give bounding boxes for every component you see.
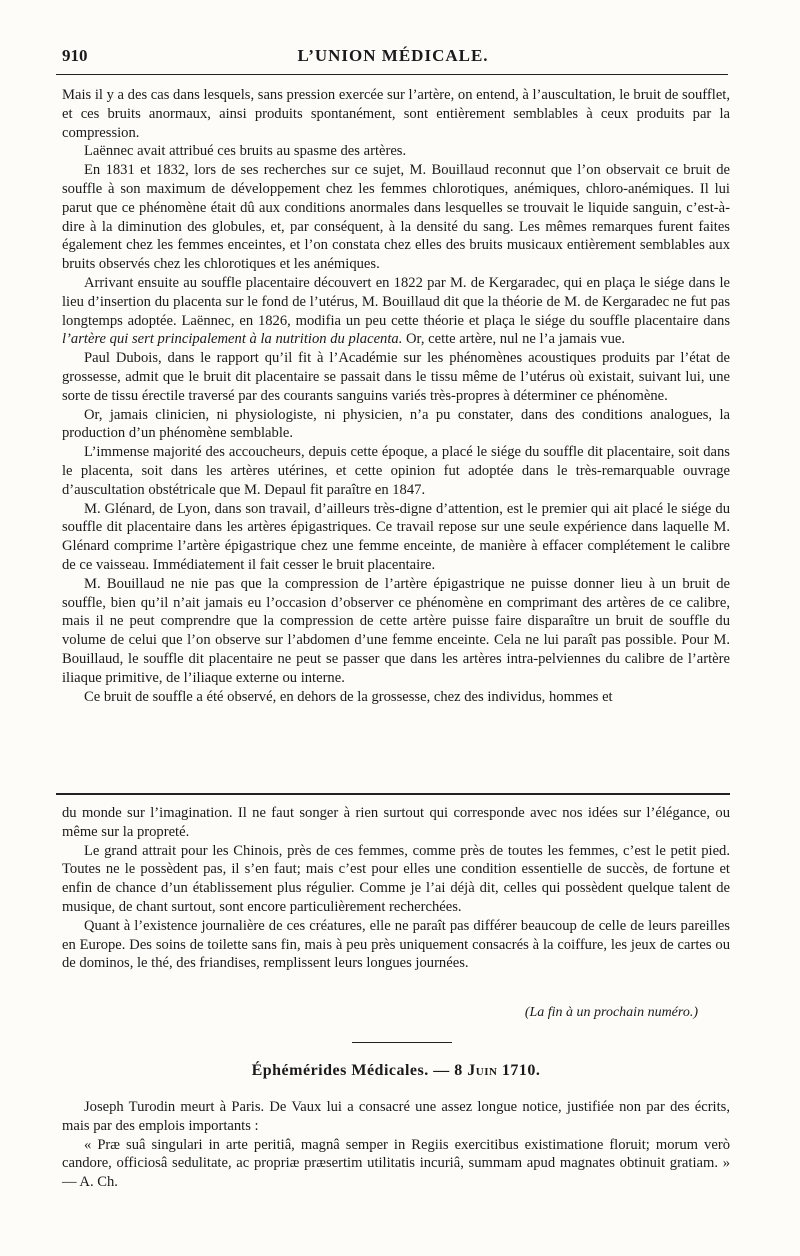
placenta-italic-quote: l’artère qui sert principalement à la nutrition du placenta. — [62, 331, 403, 348]
feuilleton-signoff: (La fin à un prochain numéro.) — [524, 1005, 698, 1020]
feuilleton-paragraph-2: Le grand attrait pour les Chinois, près de ces femmes, comme près de toutes les femmes, c’est le petit pied. Toutes ne le possèdent pas, il s’en faut; mais c’est pour elles une condition essentielle de succès, de fortune et enfin de chance d’un établissement plus régulier. Comme je l’ai déjà dit, celles qui possèdent quelque talent de musique, de chant surtout, sont encore particulièrement recherchées. — [62, 842, 730, 915]
ephemerides-heading — [62, 1062, 730, 1080]
article-paragraph-2: Laënnec avait attribué ces bruits au spasme des artères. — [84, 143, 407, 160]
feuilleton-paragraph-3: Quant à l’existence journalière de ces créatures, elle ne paraît pas différer beaucoup de celle de leurs pareilles en Europe. Des soins de toilette sans fin, mais à peu près uniquement consacrés à la coiffure, les jeux de cartes ou de dominos, le thé, des friandises, remplissent leurs longues journées. — [62, 917, 730, 972]
article-paragraph-last: Ce bruit de souffle a été observé, en dehors de la grossesse, chez des individus, hommes et — [84, 688, 613, 705]
ephemerides-paragraph: Joseph Turodin meurt à Paris. De Vaux lui a consacré une assez longue notice, justifiée non par des écrits, mais par des emplois importants : — [62, 1099, 730, 1134]
feuilleton-paragraph-1: du monde sur l’imagination. Il ne faut songer à rien surtout qui corresponde avec nos idées sur l’élégance, ou même sur la propreté. — [62, 805, 730, 840]
section-separator-rule — [352, 1042, 452, 1043]
running-title: L’UNION MÉDICALE. — [297, 46, 489, 65]
article-paragraph-placenta — [62, 274, 730, 349]
page-header — [58, 44, 728, 74]
ephemerides-title: Éphémérides Médicales. — [251, 1062, 429, 1079]
placenta-text-before: Arrivant ensuite au souffle placentaire découvert en 1822 par M. de Kergaradec, qui en plaça le siége dans le lieu d’insertion du placenta sur le fond de l’utérus, M. Bouillaud dit que la théorie de M. de Kergaradec ne fut pas longtemps adoptée. Laënnec, en 1826, modifia un peu cette théorie et plaça le siége du souffle placentaire dans — [62, 274, 730, 329]
page-number: 910 — [62, 46, 88, 65]
article-paragraph-clinicien: Or, jamais clinicien, ni physiologiste, ni physicien, n’a pu constater, dans des conditions analogues, la production d’un phénomène semblable. — [62, 406, 730, 442]
placenta-text-after: Or, cette artère, nul ne l’a jamais vue. — [402, 331, 626, 348]
article-paragraph-glenard: M. Glénard, de Lyon, dans son travail, d’ailleurs très-digne d’attention, est le premier qui ait placé le siége du souffle dit placentaire dans les artères épigastriques. Ce travail repose sur une seule expérience dans laquelle M. Glénard comprime l’artère épigastrique chez une femme enceinte, de manière à effacer complétement le calibre de ce vaisseau. Immédiatement il fait cesser le bruit placentaire. — [62, 500, 730, 573]
feuilleton-rule — [56, 793, 730, 795]
ephemerides-date: 8 Juin 1710. — [454, 1062, 541, 1079]
article-paragraph-dubois: Paul Dubois, dans le rapport qu’il fit à l’Académie sur les phénomènes acoustiques produits par l’état de grossesse, admit que le bruit dit placentaire se passait dans le tissu même de l’utérus où existait, suivant lui, une sorte de tissu érectile traversé par des courants sanguins variés très-propres à déterminer ce phénomène. — [62, 350, 730, 404]
ephemerides-latin-quote: « Præ suâ singulari in arte peritiâ, magnâ semper in Regiis exercitibus existimatione floruit; morum verò candore, officiosâ sedulitate, ac propriæ præsertim utilitatis incuriâ, summam apud magnates obtinuit gratiam. » — A. Ch. — [62, 1136, 730, 1191]
feuilleton-body — [62, 804, 730, 973]
ephemerides-separator: — — [428, 1062, 455, 1079]
article-paragraph-accoucheurs: L’immense majorité des accoucheurs, depuis cette époque, a placé le siége du souffle dit placentaire, soit dans le placenta, soit dans les artères utérines, et cette opinion fut adoptée dans le très-remarquable ouvrage d’auscultation obstétricale que M. Depaul fit paraître en 1847. — [62, 444, 730, 498]
header-rule — [56, 74, 728, 75]
article-paragraph-1: Mais il y a des cas dans lesquels, sans pression exercée sur l’artère, on entend, à l’auscultation, le bruit de soufflet, et ces bruits anormaux, ainsi produits spontanément, sont entièrement semblables à ceux produits par la compression. — [62, 87, 730, 141]
ephemerides-body — [62, 1098, 730, 1192]
article-body — [62, 86, 730, 706]
article-paragraph-bouillaud: M. Bouillaud ne nie pas que la compression de l’artère épigastrique ne puisse donner lieu à un bruit de souffle, bien qu’il n’ait jamais eu l’occasion d’observer ce phénomène en comprimant des artères de ce calibre, mais il ne peut comprendre que la compression de cette artère puisse faire disparaître un bruit de souffle du volume de celui que l’on observe sur l’abdomen d’une femme enceinte. Cela ne lui paraît pas possible. Pour M. Bouillaud, le souffle dit placentaire ne peut se passer que dans les artères intra-pelviennes du calibre de l’artère iliaque primitive, de l’iliaque externe ou interne. — [62, 575, 730, 686]
article-paragraph-3: En 1831 et 1832, lors de ses recherches sur ce sujet, M. Bouillaud reconnut que l’on observait ce bruit de souffle à son maximum de développement chez les femmes chlorotiques, anémiques, chloro-anémiques. Il lui parut que ce phénomène était dû aux conditions anormales dans lesquelles se trouvait le liquide sanguin, c’est-à-dire à la diminution des globules, et, par conséquent, à la densité du sang. Les mêmes remarques furent faites également chez les femmes enceintes, et l’on constata chez elles des bruits musicaux entièrement semblables aux bruits observés chez les chlorotiques et les anémiques. — [62, 162, 730, 273]
